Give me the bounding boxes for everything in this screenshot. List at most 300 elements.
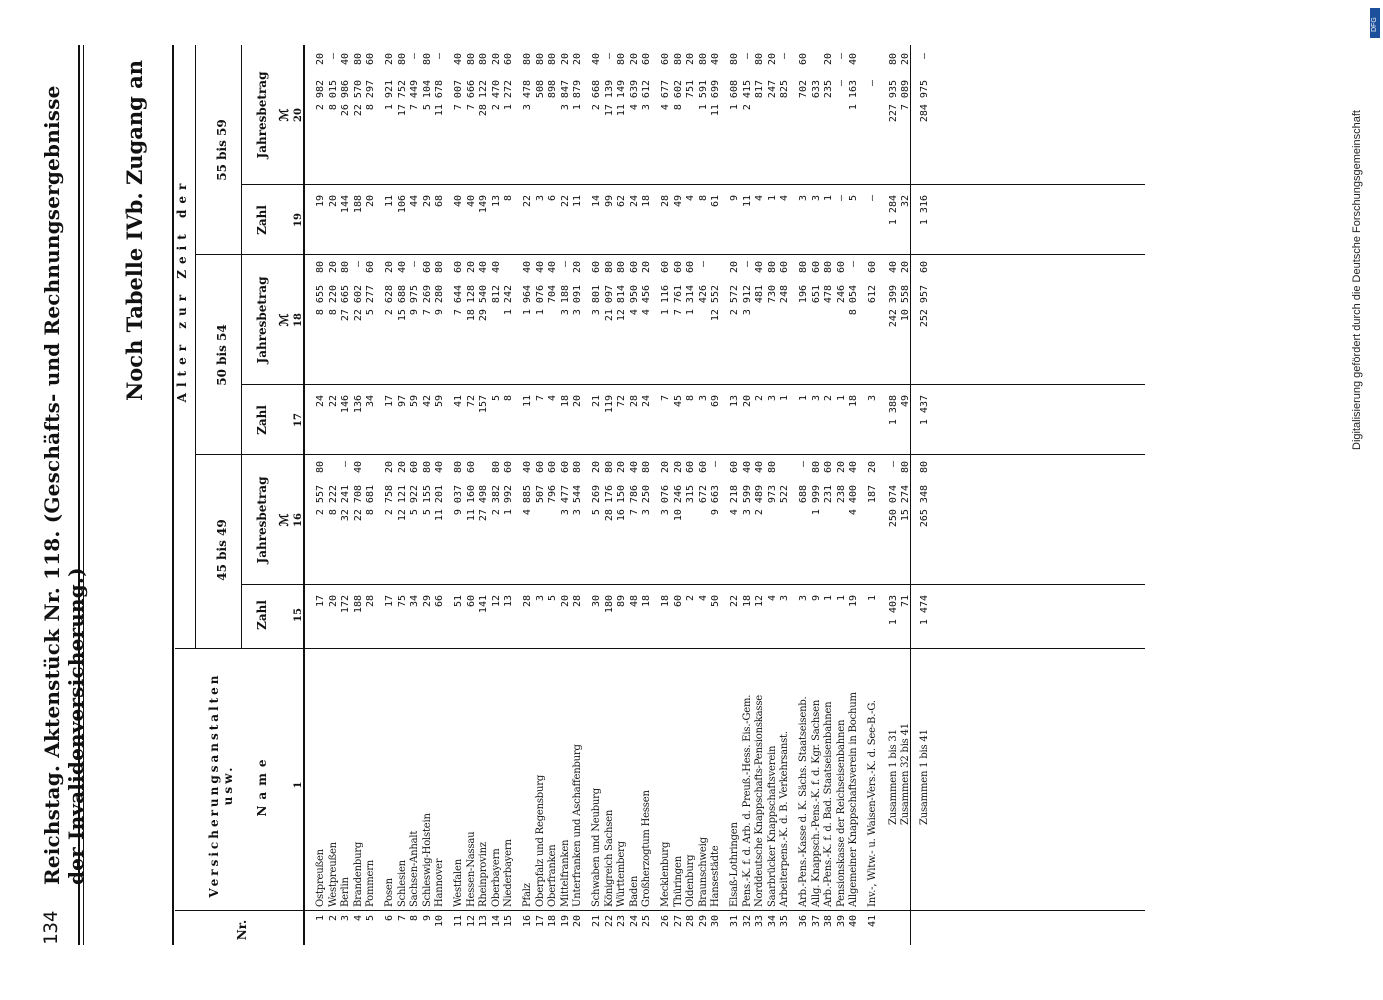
cell-z50: 2 xyxy=(754,395,766,402)
row-number: 35 xyxy=(779,915,791,928)
cell-b55: 11 678 xyxy=(434,80,446,117)
cell-p55: 20 xyxy=(628,53,640,66)
total-z55: 1 316 xyxy=(918,195,930,226)
cell-p45: 60 xyxy=(534,461,546,474)
total-b45: 15 274 xyxy=(900,485,912,522)
cell-b50: 1 964 xyxy=(522,285,533,316)
cell-z45: 4 xyxy=(697,595,709,602)
cell-b55: — xyxy=(867,80,878,87)
cell-b55: 1 163 xyxy=(848,80,860,111)
cell-z55: 1 xyxy=(766,195,778,202)
cell-b50: 21 097 xyxy=(603,285,615,322)
cell-z50: 5 xyxy=(490,395,502,402)
cell-p45: 40 xyxy=(848,461,860,474)
cell-z45: 89 xyxy=(616,595,628,608)
cell-p50: 60 xyxy=(591,261,602,274)
cell-b45: 9 663 xyxy=(710,485,722,516)
cell-z50: 1 xyxy=(835,395,847,402)
cell-b50: 248 xyxy=(779,285,791,304)
cell-z45: 17 xyxy=(384,595,395,608)
cell-p55: 80 xyxy=(754,53,766,66)
cell-b55: 3 478 xyxy=(522,80,533,111)
row-name: Sachsen-Anhalt xyxy=(409,830,421,907)
zahl-header-45: Zahl xyxy=(255,600,269,630)
cell-p50: 60 xyxy=(453,261,464,274)
cell-p50: — xyxy=(409,261,421,268)
cell-p50: — xyxy=(559,261,571,268)
cell-z50: 21 xyxy=(591,395,602,408)
row-name: Oberfranken xyxy=(547,844,559,907)
total-z50: 49 xyxy=(900,395,912,408)
cell-p50: 40 xyxy=(396,261,408,274)
table-row xyxy=(422,45,433,945)
cell-p55: 20 xyxy=(766,53,778,66)
table-row xyxy=(397,45,408,945)
row-number: 5 xyxy=(365,915,377,922)
total-b50: 10 558 xyxy=(900,285,912,322)
row-name: Thüringen xyxy=(672,856,684,907)
table-row xyxy=(522,45,533,945)
cell-z50: 42 xyxy=(421,395,433,408)
cell-z45: 3 xyxy=(779,595,791,602)
cell-z55: 9 xyxy=(729,195,740,202)
cell-b45: 16 150 xyxy=(616,485,628,522)
cell-z50: 69 xyxy=(710,395,722,408)
cell-b55: 633 xyxy=(810,80,822,99)
cell-b50: 196 xyxy=(798,285,809,304)
cell-z50: 59 xyxy=(409,395,421,408)
cell-p50: — xyxy=(352,261,364,268)
cell-b45: 3 250 xyxy=(641,485,653,516)
cell-b50: 3 801 xyxy=(591,285,602,316)
cell-p45: 80 xyxy=(810,461,822,474)
cell-b45: 28 176 xyxy=(603,485,615,522)
row-name: Hannover xyxy=(434,858,446,907)
cell-p55: 80 xyxy=(729,53,740,66)
cell-z50: 2 xyxy=(823,395,835,402)
cell-z45: 60 xyxy=(465,595,477,608)
cell-z50: 20 xyxy=(572,395,584,408)
mark-unit-45: ℳ xyxy=(277,513,291,527)
table-row xyxy=(491,45,502,945)
cell-p45: 60 xyxy=(409,461,421,474)
cell-z50: 22 xyxy=(327,395,339,408)
cell-z45: 28 xyxy=(522,595,533,608)
cell-b55: 28 122 xyxy=(478,80,490,117)
cell-b45: 672 xyxy=(697,485,709,504)
cell-b50: 3 188 xyxy=(559,285,571,316)
row-number: 33 xyxy=(754,915,766,928)
table-row xyxy=(729,45,740,945)
table-row xyxy=(409,45,420,945)
cell-b55: 1 272 xyxy=(503,80,515,111)
row-name: Oberpfalz und Regensburg xyxy=(534,774,546,907)
cell-z45: 22 xyxy=(729,595,740,608)
table-row xyxy=(591,45,602,945)
cell-p50: 40 xyxy=(754,261,766,274)
cell-z50: 17 xyxy=(384,395,395,408)
col-header-group: Versicherungsanstalten usw. xyxy=(207,672,235,898)
total-b55: 284 975 xyxy=(918,80,930,123)
row-number: 36 xyxy=(798,915,809,928)
table-row xyxy=(779,45,790,945)
row-number: 27 xyxy=(672,915,684,928)
row-name: Arb.-Pens.-K. f. d. Bad. Staatseisenbahnen xyxy=(823,701,835,907)
total-z45: 1 403 xyxy=(887,595,899,626)
cell-p55: 40 xyxy=(848,53,860,66)
row-number: 26 xyxy=(660,915,671,928)
cell-z55: 62 xyxy=(616,195,628,208)
page-number: 134 xyxy=(40,910,62,945)
table-row xyxy=(453,45,464,945)
cell-b50: 7 644 xyxy=(453,285,464,316)
table-row xyxy=(629,45,640,945)
cell-b50: 12 552 xyxy=(710,285,722,322)
cell-p45: 60 xyxy=(465,461,477,474)
cell-z55: 49 xyxy=(672,195,684,208)
header-rule xyxy=(78,45,84,945)
total-b50: 242 399 xyxy=(887,285,899,328)
data-table xyxy=(175,45,1145,945)
cell-p55: — xyxy=(409,53,421,60)
cell-p50: 60 xyxy=(672,261,684,274)
cell-b50: 15 688 xyxy=(396,285,408,322)
cell-p45: 80 xyxy=(572,461,584,474)
cell-z45: 29 xyxy=(421,595,433,608)
totals-label: Zusammen 1 bis 31 xyxy=(887,729,899,825)
table-row xyxy=(384,45,395,945)
cell-b50: 478 xyxy=(823,285,835,304)
cell-b50: 704 xyxy=(547,285,559,304)
cell-z55: 4 xyxy=(685,195,697,202)
total-p50: 20 xyxy=(900,261,912,274)
table-row xyxy=(848,45,859,945)
cell-z55: 28 xyxy=(660,195,671,208)
row-number: 19 xyxy=(559,915,571,928)
row-name: Westfalen xyxy=(453,859,464,907)
row-number: 28 xyxy=(685,915,697,928)
col-header-name: Name xyxy=(255,753,269,817)
table-title: Noch Tabelle IVb. Zugang an xyxy=(122,60,147,401)
cell-b50: 1 242 xyxy=(503,285,515,316)
cell-b55: 8 297 xyxy=(365,80,377,111)
table-row xyxy=(823,45,834,945)
row-name: Oldenburg xyxy=(685,854,697,907)
row-number: 25 xyxy=(641,915,653,928)
row-name: Ostpreußen xyxy=(315,849,326,907)
cell-b45: 2 489 xyxy=(754,485,766,516)
total-p55: 80 xyxy=(887,53,899,66)
cell-p55: 20 xyxy=(572,53,584,66)
table-row xyxy=(616,45,627,945)
row-number: 40 xyxy=(848,915,860,928)
cell-b45: 8 681 xyxy=(365,485,377,516)
cell-z45: 3 xyxy=(534,595,546,602)
cell-z55: 11 xyxy=(741,195,753,208)
row-name: Berlin xyxy=(340,877,352,907)
table-top-rule xyxy=(172,45,174,945)
cell-p50: 80 xyxy=(766,261,778,274)
total-p55: 20 xyxy=(900,53,912,66)
row-number: 22 xyxy=(603,915,615,928)
cell-b45: 796 xyxy=(547,485,559,504)
table-row xyxy=(641,45,652,945)
cell-p45: 20 xyxy=(660,461,671,474)
col-number-19: 19 xyxy=(293,213,304,227)
age-group-45: 45 bis 49 xyxy=(215,519,229,581)
cell-p45: 20 xyxy=(672,461,684,474)
cell-z55: 3 xyxy=(798,195,809,202)
cell-b45: 2 758 xyxy=(384,485,395,516)
cell-p55: 80 xyxy=(478,53,490,66)
cell-z55: 20 xyxy=(365,195,377,208)
cell-z45: 28 xyxy=(572,595,584,608)
table-row xyxy=(867,45,878,945)
alter-heading: Alter zur Zeit der xyxy=(175,177,189,403)
cell-b45: 27 498 xyxy=(478,485,490,522)
cell-z50: 18 xyxy=(559,395,571,408)
row-number: 8 xyxy=(409,915,421,922)
cell-b55: 4 639 xyxy=(628,80,640,111)
cell-z45: 30 xyxy=(591,595,602,608)
cell-b55: 26 986 xyxy=(340,80,352,117)
cell-z45: 188 xyxy=(352,595,364,614)
cell-b55: 825 xyxy=(779,80,791,99)
cell-z55: 144 xyxy=(340,195,352,214)
cell-p55: 80 xyxy=(421,53,433,66)
row-number: 13 xyxy=(478,915,490,928)
cell-z50: 157 xyxy=(478,395,490,414)
cell-z55: 8 xyxy=(503,195,515,202)
cell-p50: 60 xyxy=(365,261,377,274)
row-number: 38 xyxy=(823,915,835,928)
mark-unit-55: ℳ xyxy=(277,108,291,122)
cell-p55: 20 xyxy=(315,53,326,66)
cell-z45: 66 xyxy=(434,595,446,608)
row-name: Großherzogtum Hessen xyxy=(641,790,653,907)
cell-p55: 40 xyxy=(340,53,352,66)
cell-p55: 80 xyxy=(465,53,477,66)
col-number-18: 18 xyxy=(293,313,304,327)
cell-z55: 68 xyxy=(434,195,446,208)
row-number: 10 xyxy=(434,915,446,928)
row-name: Mecklenburg xyxy=(660,841,671,907)
cell-b55: 4 677 xyxy=(660,80,671,111)
cell-p45: 60 xyxy=(729,461,740,474)
cell-p50: 60 xyxy=(685,261,697,274)
row-name: Norddeutsche Knappschafts-Pensionskasse xyxy=(754,694,766,907)
total-b45: 265 348 xyxy=(918,485,930,528)
cell-p50: 60 xyxy=(835,261,847,274)
table-row xyxy=(767,45,778,945)
cell-b50: 730 xyxy=(766,285,778,304)
row-name: Pensionskasse der Reichseisenbahnen xyxy=(835,719,847,907)
row-name: Oberbayern xyxy=(490,848,502,907)
cell-p50: 40 xyxy=(478,261,490,274)
col-number-15: 15 xyxy=(293,608,304,622)
cell-p45: 80 xyxy=(453,461,464,474)
table-row xyxy=(315,45,326,945)
cell-b50: 27 665 xyxy=(340,285,352,322)
row-name: Schleswig-Holstein xyxy=(421,813,433,907)
cell-b50: 5 277 xyxy=(365,285,377,316)
cell-p45: 40 xyxy=(434,461,446,474)
cell-z55: 5 xyxy=(848,195,860,202)
cell-z50: 136 xyxy=(352,395,364,414)
cell-b50: 3 091 xyxy=(572,285,584,316)
cell-b55: 247 xyxy=(766,80,778,99)
row-name: Schlesien xyxy=(396,860,408,907)
cell-b50: 18 128 xyxy=(465,285,477,322)
cell-p55: 80 xyxy=(522,53,533,66)
cell-b45: 22 708 xyxy=(352,485,364,522)
row-name: Saarbrücker Knappschaftsverein xyxy=(766,745,778,907)
cell-p55: 80 xyxy=(672,53,684,66)
cell-z45: 18 xyxy=(741,595,753,608)
cell-p45: 60 xyxy=(685,461,697,474)
cell-p50: 80 xyxy=(798,261,809,274)
zahl-header-50: Zahl xyxy=(255,405,269,435)
table-row xyxy=(660,45,671,945)
total-p50: 60 xyxy=(918,261,930,274)
cell-z45: 12 xyxy=(490,595,502,608)
cell-b55: 2 982 xyxy=(315,80,326,111)
row-name: Arb.-Pens.-Kasse d. K. Sächs. Staatseisenb. xyxy=(798,696,809,907)
cell-b50: 2 572 xyxy=(729,285,740,316)
table-row xyxy=(604,45,615,945)
cell-b45: 3 076 xyxy=(660,485,671,516)
cell-z50: 8 xyxy=(503,395,515,402)
cell-z55: 24 xyxy=(628,195,640,208)
cell-z45: 75 xyxy=(396,595,408,608)
cell-b45: 5 269 xyxy=(591,485,602,516)
cell-z45: 1 xyxy=(867,595,878,602)
cell-b55: 898 xyxy=(547,80,559,99)
cell-z45: 34 xyxy=(409,595,421,608)
cell-p45: 40 xyxy=(754,461,766,474)
cell-p55: 80 xyxy=(547,53,559,66)
row-number: 3 xyxy=(340,915,352,922)
cell-p45: 60 xyxy=(697,461,709,474)
cell-p55: 60 xyxy=(798,53,809,66)
total-p45: 80 xyxy=(900,461,912,474)
cell-b45: 32 241 xyxy=(340,485,352,522)
cell-p50: 60 xyxy=(660,261,671,274)
cell-b55: 1 921 xyxy=(384,80,395,111)
totals-rule xyxy=(910,45,911,945)
table-row xyxy=(572,45,583,945)
table-row xyxy=(328,45,339,945)
cell-z45: 180 xyxy=(603,595,615,614)
cell-z45: 13 xyxy=(503,595,515,608)
rotated-document xyxy=(30,45,1180,945)
cell-b50: 4 456 xyxy=(641,285,653,316)
cell-p50: 20 xyxy=(384,261,395,274)
header-divider xyxy=(195,45,196,649)
cell-z55: 188 xyxy=(352,195,364,214)
row-name: Elsaß-Lothringen xyxy=(729,822,740,907)
row-number: 41 xyxy=(867,915,878,928)
cell-b45: 3 477 xyxy=(559,485,571,516)
total-z50: 1 388 xyxy=(887,395,899,426)
cell-z45: 172 xyxy=(340,595,352,614)
cell-b45: 3 599 xyxy=(741,485,753,516)
cell-z55: 6 xyxy=(547,195,559,202)
cell-p55: 40 xyxy=(453,53,464,66)
cell-b45: 2 382 xyxy=(490,485,502,516)
row-number: 6 xyxy=(384,915,395,922)
age-group-55: 55 bis 59 xyxy=(215,119,229,181)
cell-z50: 20 xyxy=(741,395,753,408)
cell-p45: — xyxy=(710,461,722,468)
cell-b45: 8 222 xyxy=(327,485,339,516)
cell-p45: 60 xyxy=(823,461,835,474)
total-z55: 32 xyxy=(900,195,912,208)
cell-b55: 17 752 xyxy=(396,80,408,117)
cell-p50: 80 xyxy=(315,261,326,274)
cell-p50: 40 xyxy=(490,261,502,274)
cell-p50: — xyxy=(697,261,709,268)
cell-p50: 60 xyxy=(810,261,822,274)
cell-z50: 119 xyxy=(603,395,615,414)
cell-b50: 7 269 xyxy=(421,285,433,316)
cell-p50: 80 xyxy=(823,261,835,274)
cell-b45: 5 922 xyxy=(409,485,421,516)
total-b55: 227 935 xyxy=(887,80,899,123)
mark-unit-50: ℳ xyxy=(277,313,291,327)
table-subtitle xyxy=(122,45,160,825)
cell-p50: — xyxy=(848,261,860,268)
cell-b45: 4 400 xyxy=(848,485,860,516)
cell-p55: 20 xyxy=(559,53,571,66)
cell-p45: 20 xyxy=(591,461,602,474)
cell-b55: 11 149 xyxy=(616,80,628,117)
cell-b45: 973 xyxy=(766,485,778,504)
cell-z45: 19 xyxy=(848,595,860,608)
total-b45: 250 074 xyxy=(887,485,899,528)
cell-b50: 2 628 xyxy=(384,285,395,316)
totals-label: Zusammen 32 bis 41 xyxy=(900,723,912,825)
cell-p45: 60 xyxy=(547,461,559,474)
cell-b55: 2 668 xyxy=(591,80,602,111)
table-row xyxy=(742,45,753,945)
cell-p45: 20 xyxy=(384,461,395,474)
cell-p50: 20 xyxy=(729,261,740,274)
cell-p45: 40 xyxy=(352,461,364,474)
row-name: Brandenburg xyxy=(352,841,364,907)
total-b55: 7 089 xyxy=(900,80,912,111)
cell-z55: 1 xyxy=(823,195,835,202)
cell-z50: 8 xyxy=(685,395,697,402)
digitization-note xyxy=(1351,110,1371,470)
cell-b45: 1 999 xyxy=(810,485,822,516)
row-name: Königreich Sachsen xyxy=(603,809,615,907)
cell-z50: 72 xyxy=(465,395,477,408)
cell-p55: 20 xyxy=(490,53,502,66)
row-name: Pens.-K. f. d. Arb. d. Preuß.-Hess. Eis.-Gem. xyxy=(741,694,753,907)
cell-b45: 3 544 xyxy=(572,485,584,516)
row-number: 20 xyxy=(572,915,584,928)
row-number: 11 xyxy=(453,915,464,928)
row-name: Pommern xyxy=(365,859,377,907)
cell-b45: 11 201 xyxy=(434,485,446,522)
cell-p50: 40 xyxy=(547,261,559,274)
cell-b55: 22 570 xyxy=(352,80,364,117)
cell-b45: 4 885 xyxy=(522,485,533,516)
row-name: Braunschweig xyxy=(697,837,709,907)
total-z55: 1 284 xyxy=(887,195,899,226)
row-number: 7 xyxy=(396,915,408,922)
